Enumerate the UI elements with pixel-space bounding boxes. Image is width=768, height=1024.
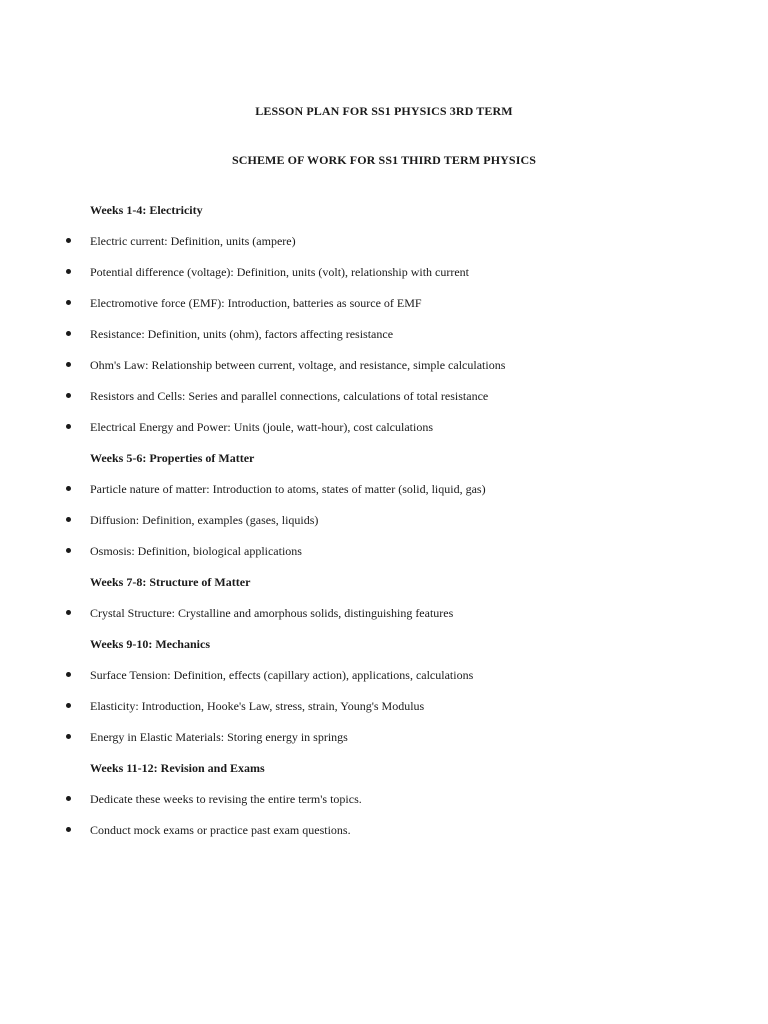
section-heading: Weeks 5-6: Properties of Matter — [90, 451, 255, 465]
list-item — [0, 389, 768, 420]
list-item — [0, 606, 768, 637]
bullet-icon — [66, 703, 71, 708]
list-item-text: Particle nature of matter: Introduction to atoms, states of matter (solid, liquid, gas) — [90, 482, 486, 496]
list-item — [0, 730, 768, 761]
list-item — [0, 513, 768, 544]
list-item — [0, 327, 768, 358]
bullet-icon — [66, 424, 71, 429]
bullet-icon — [66, 269, 71, 274]
bullet-icon — [66, 486, 71, 491]
page-subtitle: SCHEME OF WORK FOR SS1 THIRD TERM PHYSICS — [231, 153, 537, 167]
bullet-icon — [66, 300, 71, 305]
list-item-text: Potential difference (voltage): Definition, units (volt), relationship with current — [90, 265, 470, 279]
list-item — [0, 358, 768, 389]
list-item — [0, 823, 768, 854]
list-item-text: Diffusion: Definition, examples (gases, liquids) — [90, 513, 319, 527]
bullet-icon — [66, 734, 71, 739]
bullet-icon — [66, 238, 71, 243]
list-item-text: Osmosis: Definition, biological applications — [90, 544, 302, 558]
page-title: LESSON PLAN FOR SS1 PHYSICS 3RD TERM — [255, 104, 513, 118]
section-heading: Weeks 1-4: Electricity — [90, 203, 203, 217]
bullet-icon — [66, 362, 71, 367]
list-item — [0, 265, 768, 296]
section-heading: Weeks 7-8: Structure of Matter — [90, 575, 251, 589]
scheme-of-work — [0, 203, 768, 854]
list-item-text: Elasticity: Introduction, Hooke's Law, stress, strain, Young's Modulus — [90, 699, 425, 713]
list-item — [0, 420, 768, 451]
list-item-text: Conduct mock exams or practice past exam questions. — [90, 823, 351, 837]
list-item-text: Surface Tension: Definition, effects (capillary action), applications, calculations — [90, 668, 474, 682]
bullet-icon — [66, 517, 71, 522]
list-item-text: Energy in Elastic Materials: Storing energy in springs — [90, 730, 348, 744]
list-item-text: Resistors and Cells: Series and parallel connections, calculations of total resistance — [90, 389, 489, 403]
bullet-icon — [66, 672, 71, 677]
list-item-text: Resistance: Definition, units (ohm), factors affecting resistance — [90, 327, 394, 341]
list-item — [0, 668, 768, 699]
bullet-icon — [66, 393, 71, 398]
bullet-icon — [66, 796, 71, 801]
bullet-icon — [66, 331, 71, 336]
bullet-icon — [66, 548, 71, 553]
list-item-text: Dedicate these weeks to revising the entire term's topics. — [90, 792, 362, 806]
list-item — [0, 234, 768, 265]
section-heading: Weeks 9-10: Mechanics — [90, 637, 210, 651]
bullet-icon — [66, 610, 71, 615]
list-item-text: Electric current: Definition, units (ampere) — [90, 234, 296, 248]
list-item-text: Electrical Energy and Power: Units (joule, watt-hour), cost calculations — [90, 420, 434, 434]
list-item — [0, 544, 768, 575]
list-item — [0, 482, 768, 513]
list-item-text: Electromotive force (EMF): Introduction, batteries as source of EMF — [90, 296, 422, 310]
list-item — [0, 792, 768, 823]
list-item — [0, 699, 768, 730]
section-heading: Weeks 11-12: Revision and Exams — [90, 761, 265, 775]
list-item-text: Crystal Structure: Crystalline and amorphous solids, distinguishing features — [90, 606, 454, 620]
list-item-text: Ohm's Law: Relationship between current, voltage, and resistance, simple calculations — [90, 358, 506, 372]
bullet-icon — [66, 827, 71, 832]
list-item — [0, 296, 768, 327]
